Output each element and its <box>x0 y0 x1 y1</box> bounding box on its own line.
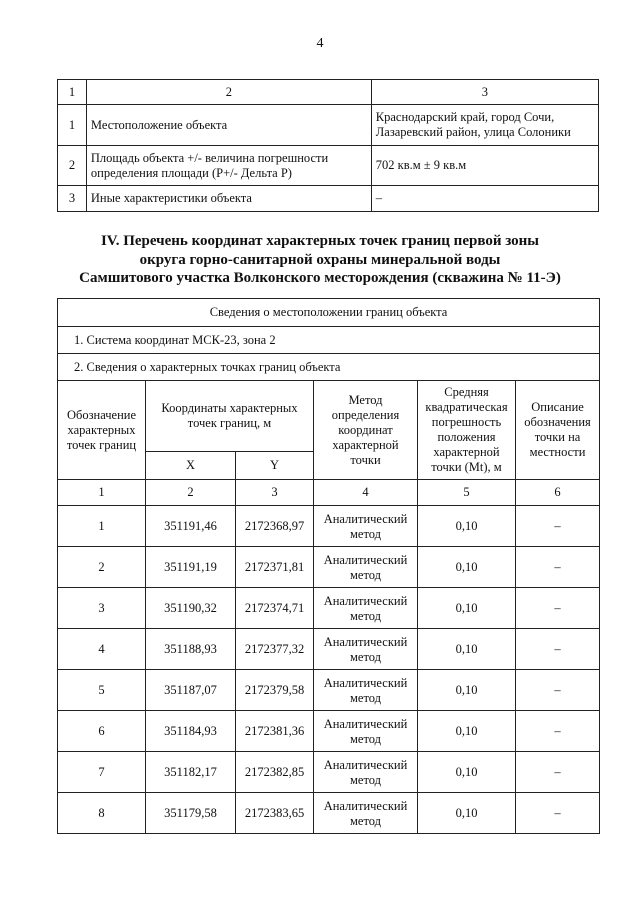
point-method: Аналитический метод <box>314 629 418 670</box>
point-method: Аналитический метод <box>314 547 418 588</box>
row-number: 2 <box>58 146 87 186</box>
point-method: Аналитический метод <box>314 670 418 711</box>
table-row <box>58 752 600 793</box>
header-method: Метод определения координат характерной точки <box>314 381 418 480</box>
point-y: 2172383,65 <box>236 793 314 834</box>
row-value: 702 кв.м ± 9 кв.м <box>371 146 598 186</box>
point-y: 2172381,36 <box>236 711 314 752</box>
table-title-row <box>58 299 600 327</box>
point-number: 7 <box>58 752 146 793</box>
header-coordinates: Координаты характерных точек границ, м <box>146 381 314 452</box>
point-method: Аналитический метод <box>314 793 418 834</box>
section-title-line: Самшитового участка Волконского месторождения (скважина № 11-Э) <box>79 270 561 286</box>
point-y: 2172379,58 <box>236 670 314 711</box>
point-x: 351191,19 <box>146 547 236 588</box>
point-error: 0,10 <box>418 752 516 793</box>
point-number: 2 <box>58 547 146 588</box>
point-x: 351191,46 <box>146 506 236 547</box>
table-row <box>58 547 600 588</box>
column-number: 2 <box>146 480 236 506</box>
table-row <box>58 793 600 834</box>
point-error: 0,10 <box>418 629 516 670</box>
point-description: – <box>516 588 600 629</box>
point-number: 8 <box>58 793 146 834</box>
point-y: 2172374,71 <box>236 588 314 629</box>
header-description: Описание обозначения точки на местности <box>516 381 600 480</box>
section-title-line: IV. Перечень координат характерных точек границ первой зоны <box>100 233 540 249</box>
table-title: Сведения о местоположении границ объекта <box>58 299 600 327</box>
table-row <box>58 146 599 186</box>
point-error: 0,10 <box>418 793 516 834</box>
point-number: 6 <box>58 711 146 752</box>
point-x: 351182,17 <box>146 752 236 793</box>
table-row <box>58 711 600 752</box>
header-cell: 2 <box>86 80 371 105</box>
point-description: – <box>516 711 600 752</box>
point-x: 351179,58 <box>146 793 236 834</box>
row-value: – <box>371 186 598 212</box>
row-name: Площадь объекта +/- величина погрешности определения площади (Р+/- Дельта Р) <box>86 146 371 186</box>
coordinate-system-row <box>58 327 600 354</box>
table-header-row <box>58 80 599 105</box>
point-x: 351190,32 <box>146 588 236 629</box>
coordinate-rows <box>58 506 600 834</box>
coordinates-table <box>57 298 600 834</box>
point-error: 0,10 <box>418 670 516 711</box>
coordinate-system: 1. Система координат МСК-23, зона 2 <box>58 327 600 354</box>
header-y: Y <box>236 452 314 480</box>
page-number: 4 <box>316 36 324 51</box>
point-method: Аналитический метод <box>314 506 418 547</box>
point-description: – <box>516 670 600 711</box>
column-number: 4 <box>314 480 418 506</box>
point-method: Аналитический метод <box>314 711 418 752</box>
section-title <box>40 232 600 288</box>
points-heading: 2. Сведения о характерных точках границ объекта <box>58 354 600 381</box>
point-x: 351188,93 <box>146 629 236 670</box>
table-row <box>58 588 600 629</box>
column-header-row <box>58 381 600 452</box>
column-number: 1 <box>58 480 146 506</box>
row-name: Местоположение объекта <box>86 105 371 146</box>
table-row <box>58 629 600 670</box>
point-x: 351184,93 <box>146 711 236 752</box>
point-description: – <box>516 506 600 547</box>
point-error: 0,10 <box>418 711 516 752</box>
header-error: Средняя квадратическая погрешность положения характерной точки (Mt), м <box>418 381 516 480</box>
point-description: – <box>516 752 600 793</box>
header-x: X <box>146 452 236 480</box>
point-error: 0,10 <box>418 547 516 588</box>
object-characteristics-table <box>57 79 599 212</box>
point-number: 3 <box>58 588 146 629</box>
point-y: 2172382,85 <box>236 752 314 793</box>
point-x: 351187,07 <box>146 670 236 711</box>
point-number: 5 <box>58 670 146 711</box>
point-description: – <box>516 547 600 588</box>
point-number: 1 <box>58 506 146 547</box>
point-error: 0,10 <box>418 588 516 629</box>
column-number-row <box>58 480 600 506</box>
column-number: 5 <box>418 480 516 506</box>
table-row <box>58 105 599 146</box>
row-number: 1 <box>58 105 87 146</box>
table-row <box>58 186 599 212</box>
point-y: 2172368,97 <box>236 506 314 547</box>
point-y: 2172377,32 <box>236 629 314 670</box>
point-method: Аналитический метод <box>314 752 418 793</box>
header-designation: Обозначение характерных точек границ <box>58 381 146 480</box>
point-method: Аналитический метод <box>314 588 418 629</box>
points-heading-row <box>58 354 600 381</box>
section-title-line: округа горно-санитарной охраны минеральной воды <box>139 251 501 268</box>
header-cell: 3 <box>371 80 598 105</box>
table-row <box>58 506 600 547</box>
column-number: 3 <box>236 480 314 506</box>
table-row <box>58 670 600 711</box>
point-number: 4 <box>58 629 146 670</box>
point-description: – <box>516 793 600 834</box>
column-number: 6 <box>516 480 600 506</box>
row-value: Краснодарский край, город Сочи, Лазаревский район, улица Солоники <box>371 105 598 146</box>
row-number: 3 <box>58 186 87 212</box>
point-error: 0,10 <box>418 506 516 547</box>
row-name: Иные характеристики объекта <box>86 186 371 212</box>
header-cell: 1 <box>58 80 87 105</box>
point-description: – <box>516 629 600 670</box>
point-y: 2172371,81 <box>236 547 314 588</box>
